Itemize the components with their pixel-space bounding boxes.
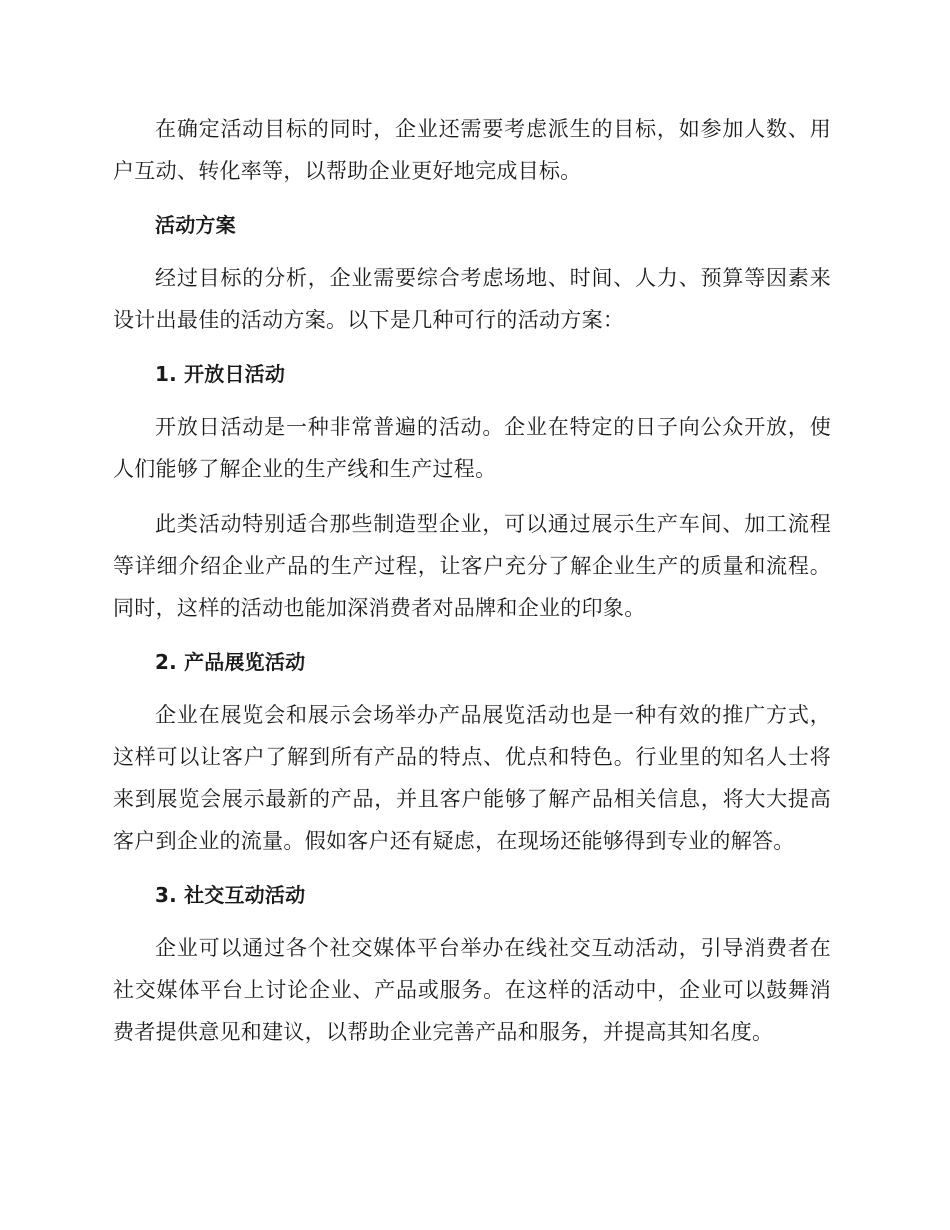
paragraph-derived-goals: 在确定活动目标的同时，企业还需要考虑派生的目标，如参加人数、用户互动、转化率等，以帮助企业更好地完成目标。	[113, 117, 831, 183]
paragraph-product-exhibition: 企业在展览会和展示会场举办产品展览活动也是一种有效的推广方式，这样可以让客户了解到所有产品的特点、优点和特色。行业里的知名人士将来到展览会展示最新的产品，并且客户能够了解产品相关信息，将大大提高客户到企业的流量。假如客户还有疑虑，在现场还能够得到专业的解答。	[113, 703, 831, 853]
heading-product-exhibition: 2. 产品展览活动	[155, 650, 306, 674]
heading-open-day: 1. 开放日活动	[155, 362, 286, 386]
document-page	[113, 108, 831, 1053]
paragraph-open-day-desc: 开放日活动是一种非常普遍的活动。企业在特定的日子向公众开放，使人们能够了解企业的生产线和生产过程。	[113, 415, 831, 481]
heading-activity-plan: 活动方案	[155, 213, 236, 237]
heading-social-interaction: 3. 社交互动活动	[155, 883, 306, 907]
paragraph-plan-intro: 经过目标的分析，企业需要综合考虑场地、时间、人力、预算等因素来设计出最佳的活动方案。以下是几种可行的活动方案：	[113, 266, 831, 332]
paragraph-open-day-detail: 此类活动特别适合那些制造型企业，可以通过展示生产车间、加工流程等详细介绍企业产品的生产过程，让客户充分了解企业生产的质量和流程。同时，这样的活动也能加深消费者对品牌和企业的印象。	[113, 512, 831, 620]
paragraph-social-interaction: 企业可以通过各个社交媒体平台举办在线社交互动活动，引导消费者在社交媒体平台上讨论企业、产品或服务。在这样的活动中，企业可以鼓舞消费者提供意见和建议，以帮助企业完善产品和服务，并提高其知名度。	[113, 936, 831, 1044]
